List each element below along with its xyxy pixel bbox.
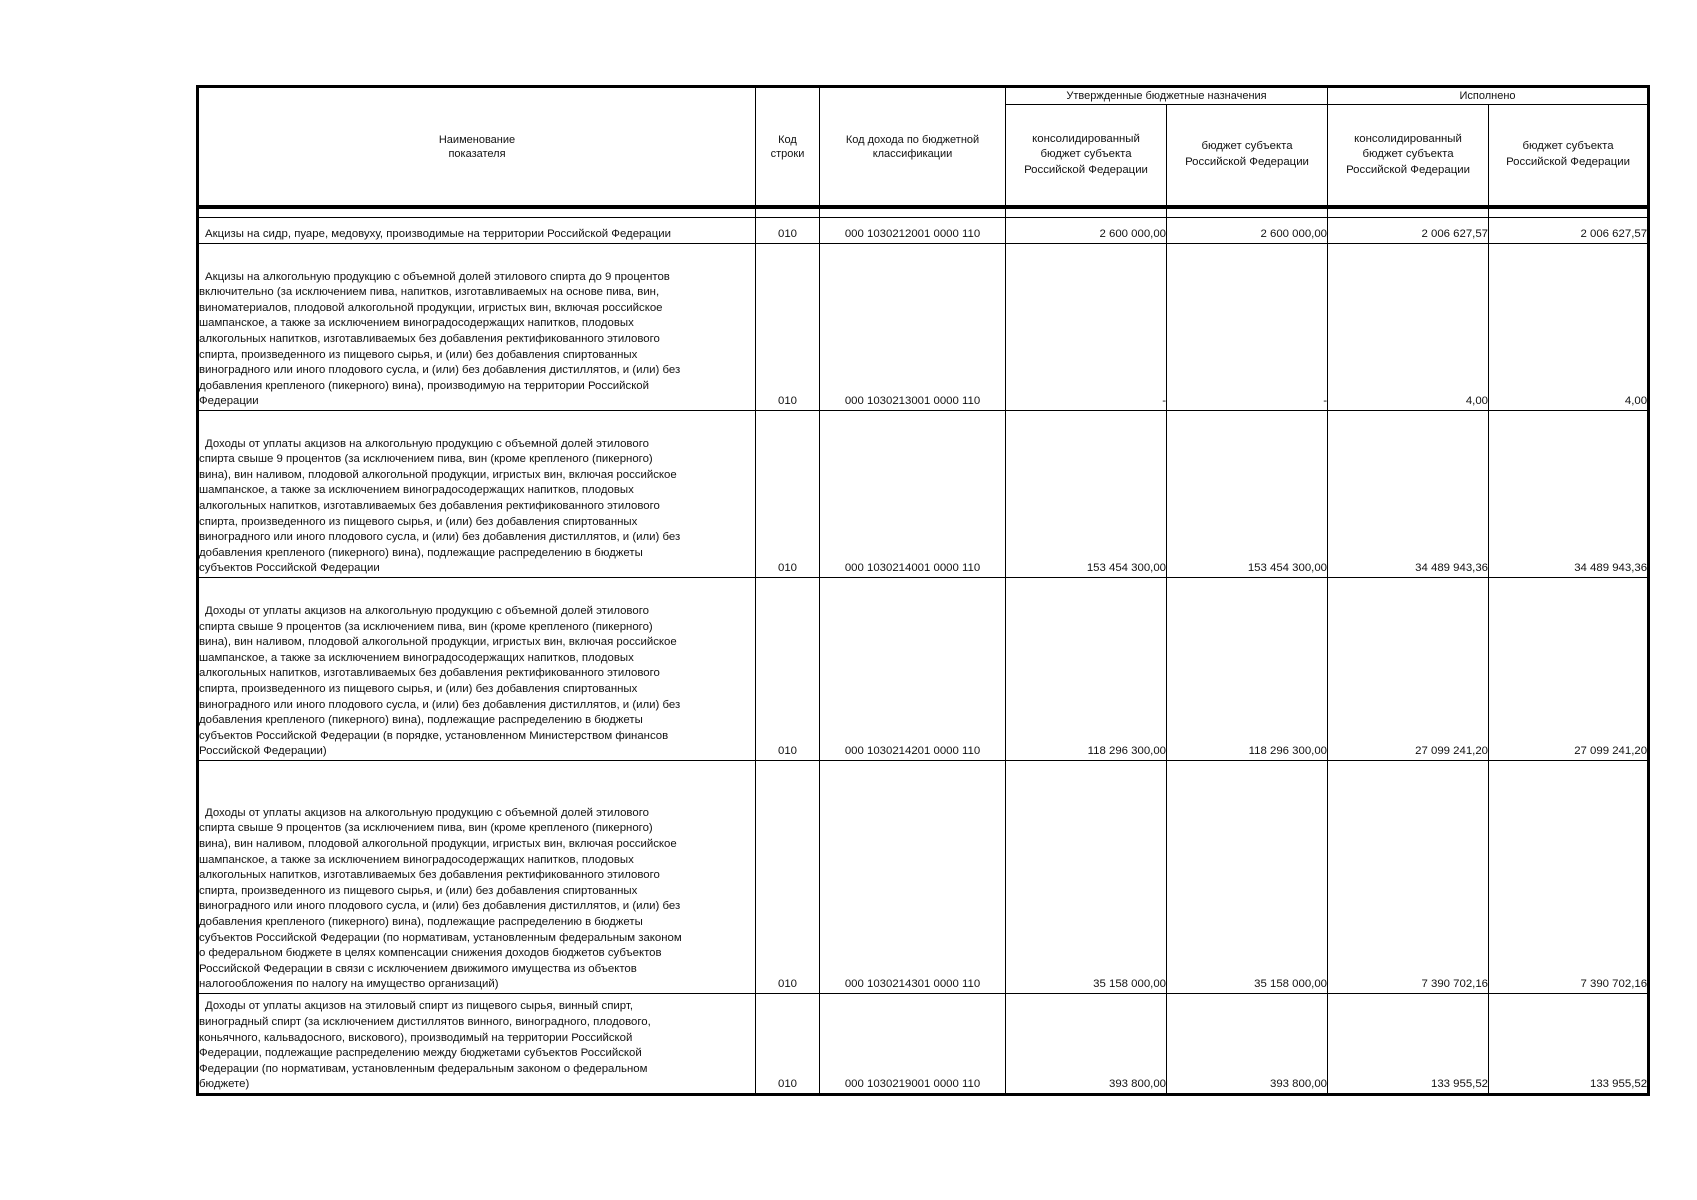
row-approved-subject: 2 600 000,00: [1167, 218, 1328, 244]
header-kbk: Код дохода по бюджетной классификации: [820, 87, 1006, 208]
row-kbk: 000 1030214301 0000 110: [820, 761, 1006, 994]
header-approved-group: Утвержденные бюджетные назначения: [1006, 87, 1328, 105]
row-name: Акцизы на алкогольную продукцию с объемной долей этилового спирта до 9 процентов включительно (за исключением пива, напитков, изготавливаемых на основе пива, вин, виноматериалов, плодовой алкогольной продукции, игристых вин, включая российское шампанское, а также за исключением виноградосодержащих напитков, плодовых алкогольных напитков, изготавливаемых без добавления ректификованного этилового спирта, произведенного из пищевого сырья, и (или) без добавления спиртованных виноградного или иного плодового сусла, и (или) без добавления дистиллятов, и (или) без добавления крепленого (пикерного) вина), производимую на территории Российской Федерации: [198, 244, 756, 411]
header-executed-group: Исполнено: [1328, 87, 1649, 105]
row-code: 010: [756, 411, 820, 578]
row-kbk: 000 1030214201 0000 110: [820, 578, 1006, 761]
row-kbk: 000 1030219001 0000 110: [820, 994, 1006, 1095]
row-code: 010: [756, 761, 820, 994]
row-approved-subject: 35 158 000,00: [1167, 761, 1328, 994]
table-row: [198, 578, 1649, 761]
table-header: [198, 87, 1649, 208]
header-executed-subject: бюджет субъекта Российской Федерации: [1489, 105, 1649, 207]
row-name: Доходы от уплаты акцизов на этиловый спирт из пищевого сырья, винный спирт, виноградный спирт (за исключением дистиллятов винного, виноградного, плодового, коньячного, кальвадосного, вискового), производимый на территории Российской Федерации, подлежащие распределению между бюджетами субъектов Российской Федерации (по нормативам, установленным федеральным законом о федеральном бюджете): [198, 994, 756, 1095]
row-approved-consolidated: 153 454 300,00: [1006, 411, 1167, 578]
row-approved-subject: 153 454 300,00: [1167, 411, 1328, 578]
row-approved-consolidated: 393 800,00: [1006, 994, 1167, 1095]
row-executed-consolidated: 2 006 627,57: [1328, 218, 1489, 244]
row-approved-consolidated: -: [1006, 244, 1167, 411]
row-executed-subject: 4,00: [1489, 244, 1649, 411]
header-row-code: Код строки: [756, 87, 820, 208]
row-kbk: 000 1030212001 0000 110: [820, 218, 1006, 244]
table-row: [198, 411, 1649, 578]
header-name: Наименование показателя: [198, 87, 756, 208]
row-kbk: 000 1030213001 0000 110: [820, 244, 1006, 411]
table-row: [198, 244, 1649, 411]
report-sheet: [196, 85, 1650, 1096]
table-body: [198, 207, 1649, 1095]
row-executed-consolidated: 4,00: [1328, 244, 1489, 411]
table-row: [198, 994, 1649, 1095]
row-code: 010: [756, 994, 820, 1095]
row-executed-subject: 7 390 702,16: [1489, 761, 1649, 994]
row-executed-consolidated: 34 489 943,36: [1328, 411, 1489, 578]
row-executed-subject: 133 955,52: [1489, 994, 1649, 1095]
header-approved-subject: бюджет субъекта Российской Федерации: [1167, 105, 1328, 207]
header-spacer: [198, 207, 1649, 218]
row-approved-consolidated: 2 600 000,00: [1006, 218, 1167, 244]
header-approved-consolidated: консолидированный бюджет субъекта Российской Федерации: [1006, 105, 1167, 207]
row-name: Доходы от уплаты акцизов на алкогольную продукцию с объемной долей этилового спирта свыше 9 процентов (за исключением пива, вин (кроме крепленого (пикерного) вина), вин наливом, плодовой алкогольной продукции, игристых вин, включая российское шампанское, а также за исключением виноградосодержащих напитков, плодовых алкогольных напитков, изготавливаемых без добавления ректификованного этилового спирта, произведенного из пищевого сырья, и (или) без добавления спиртованных виноградного или иного плодового сусла, и (или) без добавления дистиллятов, и (или) без добавления крепленого (пикерного) вина), подлежащие распределению в бюджеты субъектов Российской Федерации (в порядке, установленном Министерством финансов Российской Федерации): [198, 578, 756, 761]
row-executed-consolidated: 7 390 702,16: [1328, 761, 1489, 994]
row-name: Доходы от уплаты акцизов на алкогольную продукцию с объемной долей этилового спирта свыше 9 процентов (за исключением пива, вин (кроме крепленого (пикерного) вина), вин наливом, плодовой алкогольной продукции, игристых вин, включая российское шампанское, а также за исключением виноградосодержащих напитков, плодовых алкогольных напитков, изготавливаемых без добавления ректификованного этилового спирта, произведенного из пищевого сырья, и (или) без добавления спиртованных виноградного или иного плодового сусла, и (или) без добавления дистиллятов, и (или) без добавления крепленого (пикерного) вина), подлежащие распределению в бюджеты субъектов Российской Федерации: [198, 411, 756, 578]
row-code: 010: [756, 218, 820, 244]
row-kbk: 000 1030214001 0000 110: [820, 411, 1006, 578]
row-approved-subject: -: [1167, 244, 1328, 411]
row-executed-subject: 2 006 627,57: [1489, 218, 1649, 244]
row-executed-subject: 34 489 943,36: [1489, 411, 1649, 578]
table-row: [198, 761, 1649, 994]
row-approved-subject: 393 800,00: [1167, 994, 1328, 1095]
row-executed-consolidated: 133 955,52: [1328, 994, 1489, 1095]
header-executed-consolidated: консолидированный бюджет субъекта Российской Федерации: [1328, 105, 1489, 207]
row-approved-consolidated: 118 296 300,00: [1006, 578, 1167, 761]
table-row: [198, 218, 1649, 244]
row-executed-consolidated: 27 099 241,20: [1328, 578, 1489, 761]
row-name: Доходы от уплаты акцизов на алкогольную продукцию с объемной долей этилового спирта свыше 9 процентов (за исключением пива, вин (кроме крепленого (пикерного) вина), вин наливом, плодовой алкогольной продукции, игристых вин, включая российское шампанское, а также за исключением виноградосодержащих напитков, плодовых алкогольных напитков, изготавливаемых без добавления ректификованного этилового спирта, произведенного из пищевого сырья, и (или) без добавления спиртованных виноградного или иного плодового сусла, и (или) без добавления дистиллятов, и (или) без добавления крепленого (пикерного) вина), подлежащие распределению в бюджеты субъектов Российской Федерации (по нормативам, установленным федеральным законом о федеральном бюджете в целях компенсации снижения доходов бюджетов субъектов Российской Федерации в связи с исключением движимого имущества из объектов налогообложения по налогу на имущество организаций): [198, 761, 756, 994]
row-approved-subject: 118 296 300,00: [1167, 578, 1328, 761]
row-approved-consolidated: 35 158 000,00: [1006, 761, 1167, 994]
revenue-table: [196, 85, 1650, 1096]
row-executed-subject: 27 099 241,20: [1489, 578, 1649, 761]
row-code: 010: [756, 578, 820, 761]
row-code: 010: [756, 244, 820, 411]
row-name: Акцизы на сидр, пуаре, медовуху, производимые на территории Российской Федерации: [198, 218, 756, 244]
